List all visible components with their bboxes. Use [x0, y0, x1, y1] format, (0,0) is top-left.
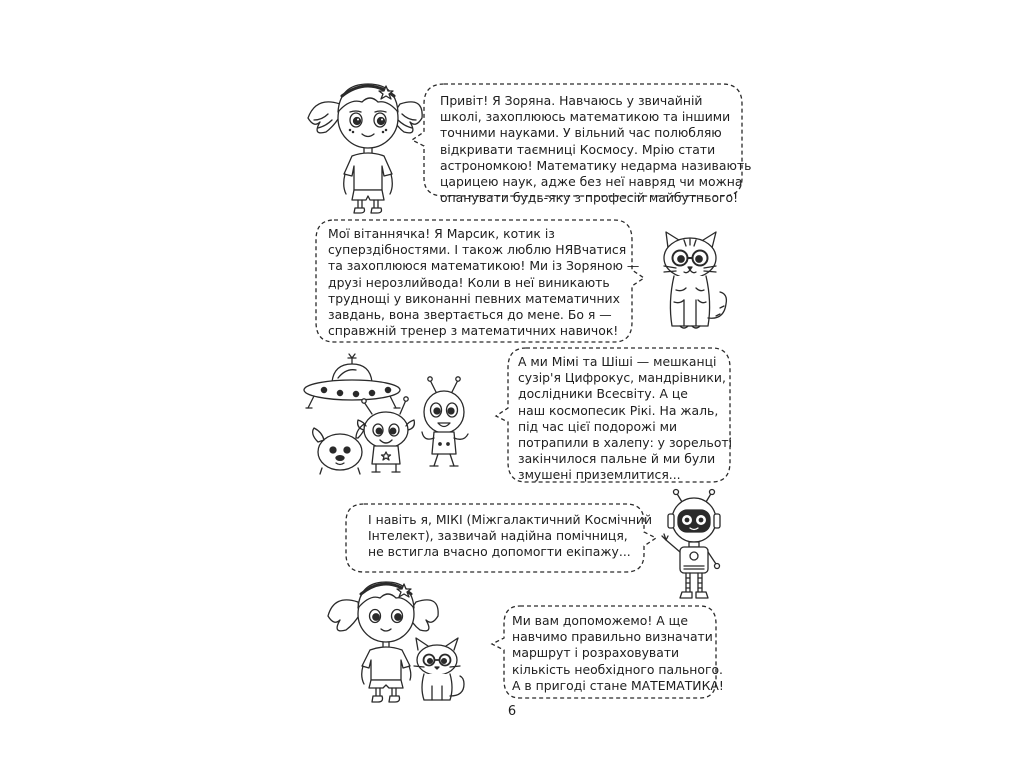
text-line: закінчилося пальне й ми були [518, 451, 716, 467]
mimi-alien-icon [358, 397, 415, 472]
text-line: під час цієї подорожі ми [518, 418, 677, 434]
aliens-and-ufo-illustration [300, 350, 500, 480]
bubble-text-miki [368, 512, 652, 561]
marsyk-cat-illustration [654, 230, 734, 340]
text-line: точними науками. У вільний час полюбляю [440, 125, 722, 141]
text-line: кількість необхідного пального. [512, 661, 723, 677]
text-line: маршрут і розраховувати [512, 645, 680, 661]
text-line: астрономкою! Математику недарма називають [440, 157, 752, 173]
text-line: завдань, вона звертається до мене. Бо я — [328, 307, 612, 323]
text-line: труднощі у виконанні певних математичних [328, 290, 620, 306]
bubble-text-zoryana-marsyk [512, 613, 724, 694]
text-line: та захоплююся математикою! Ми із Зоряною — [328, 258, 640, 274]
text-line: царицею наук, адже без неї навряд чи можна [440, 174, 743, 190]
text-line: наш космопесик Рікі. На жаль, [518, 402, 719, 418]
text-line: потрапили в халепу: у зорельоті [518, 435, 733, 451]
text-line: А в пригоді стане МАТЕМАТИКА! [512, 677, 724, 693]
text-line: змушені приземлитися... [518, 467, 681, 483]
text-line: не встигла вчасно допомогти екіпажу... [368, 544, 631, 560]
zoryana-illustration [300, 70, 430, 215]
text-line: А ми Мімі та Шіші — мешканці [518, 354, 717, 369]
marsyk-small-icon [414, 638, 464, 700]
bubble-text-marsyk [328, 226, 639, 339]
text-line: І навіть я, МІКІ (Міжгалактичний Космічний [368, 512, 653, 527]
text-line: Мої вітаннячка! Я Марсик, котик із [328, 226, 555, 241]
page-number: 6 [507, 704, 517, 719]
zoryana-and-marsyk-illustration [326, 568, 476, 708]
miki-robot-illustration [654, 488, 734, 608]
text-line: Привіт! Я Зоряна. Навчаюсь у звичайній [440, 93, 703, 108]
text-line: суперздібностями. І також люблю НЯВчатися [328, 242, 627, 258]
ufo-icon [304, 354, 400, 408]
text-line: Інтелект), зазвичай надійна помічниця, [368, 528, 628, 544]
text-line: справжній тренер з математичних навичок! [328, 323, 619, 339]
text-line: Ми вам допоможемо! А ще [512, 613, 688, 628]
text-line: школі, захоплююсь математикою та іншими [440, 109, 731, 125]
text-line: відкривати таємниці Космосу. Мрію стати [440, 141, 716, 157]
text-line: опанувати будь-яку з професій майбутнього! [440, 190, 739, 206]
bubble-text-zoryana [440, 93, 751, 206]
shishi-alien-icon [422, 377, 468, 466]
text-line: дослідники Всесвіту. А це [518, 386, 688, 402]
text-line: навчимо правильно визначати [512, 629, 713, 645]
bubble-text-mimi-shishi [518, 354, 732, 484]
text-line: сузір'я Цифрокус, мандрівники, [518, 370, 726, 386]
riki-space-dog-icon [313, 424, 365, 474]
text-line: друзі нерозлийвода! Коли в неї виникають [328, 274, 610, 290]
